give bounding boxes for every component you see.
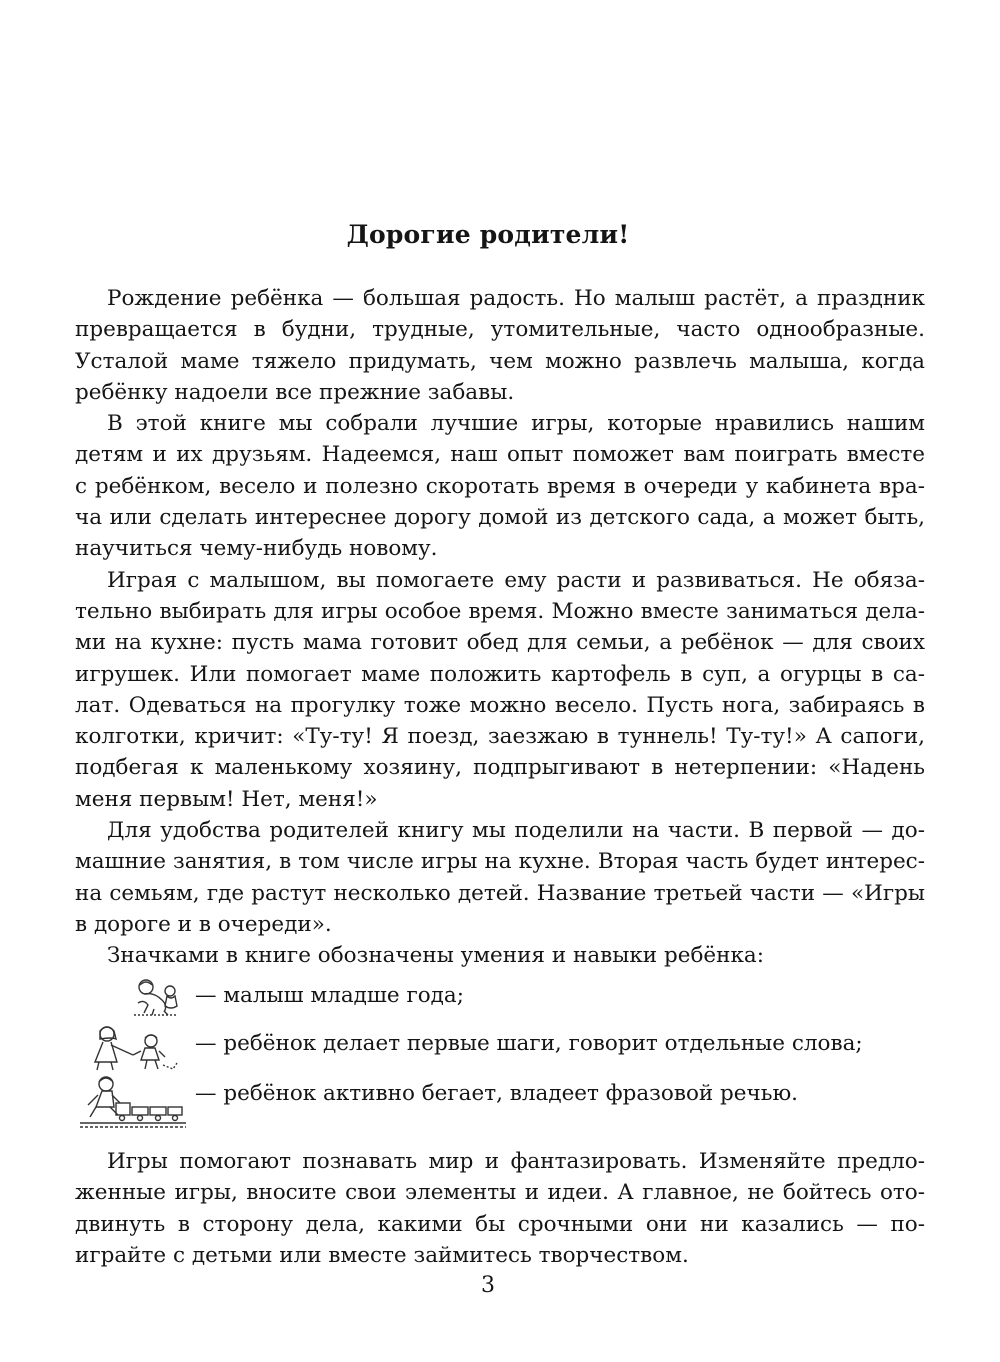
text-line: детям и их друзьям. Надеемся, наш опыт поможет вам поиграть вместе <box>75 442 925 468</box>
page-title: Дорогие родители! <box>346 220 630 249</box>
legend-item <box>75 975 935 1025</box>
text-line: Усталой маме тяжело придумать, чем можно развлечь малыша, когда <box>75 348 925 374</box>
text-line: подбегая к маленькому хозяину, подпрыгивают в нетерпении: «Надень <box>75 755 925 781</box>
text-line: Значками в книге обозначены умения и навыки ребёнка: <box>107 943 764 969</box>
text-line: Игры помогают познавать мир и фантазировать. Изменяйте предло- <box>107 1149 925 1174</box>
text-line: двинуть в сторону дела, какими бы срочными они ни казались — по- <box>75 1211 925 1237</box>
text-line: Рождение ребёнка — большая радость. Но малыш растёт, а праздник <box>107 286 925 311</box>
text-line: лат. Одеваться на прогулку тоже можно весело. Пусть нога, забираясь в <box>75 692 925 718</box>
text-line: В этой книге мы собрали лучшие игры, которые нравились нашим <box>107 411 925 437</box>
text-line: Играя с малышом, вы помогаете ему расти и развиваться. Не обяза- <box>107 567 925 593</box>
text-line: меня первым! Нет, меня!» <box>75 786 378 812</box>
text-line: ми на кухне: пусть мама готовит обед для семьи, а ребёнок — для своих <box>75 630 925 656</box>
text-line: научиться чему-нибудь новому. <box>75 536 438 562</box>
toddler-walking-icon <box>83 1025 183 1071</box>
legend-text: — ребёнок активно бегает, владеет фразовой речью. <box>195 1081 799 1106</box>
legend-item <box>75 1075 935 1125</box>
text-line: ча или сделать интереснее дорогу домой из детского сада, а может быть, <box>75 505 925 531</box>
legend-text: — малыш младше года; <box>195 983 464 1008</box>
text-line: игрушек. Или помогает маме положить картофель в суп, а огурцы в са- <box>75 661 925 687</box>
text-line: машние занятия, в том числе игры на кухне. Вторая часть будет интерес- <box>75 849 925 875</box>
text-line: играйте с детьми или вместе займитесь творчеством. <box>75 1242 689 1268</box>
legend-text: — ребёнок делает первые шаги, говорит отдельные слова; <box>195 1031 863 1056</box>
text-line: колготки, кричит: «Ту-ту! Я поезд, заезжаю в туннель! Ту-ту!» А сапоги, <box>75 724 925 750</box>
closing-text <box>75 1146 925 1271</box>
text-line: в дороге и в очереди». <box>75 911 332 937</box>
intro-text <box>75 283 925 972</box>
baby-crawling-icon <box>130 975 182 1019</box>
legend-item <box>75 1025 935 1075</box>
text-line: превращается в будни, трудные, утомительные, часто однообразные. <box>75 317 925 343</box>
text-line: тельно выбирать для игры особое время. Можно вместе заниматься дела- <box>75 598 925 624</box>
child-playing-train-icon <box>78 1075 188 1129</box>
text-line: на семьям, где растут несколько детей. Название третьей части — «Игры <box>75 880 925 906</box>
text-line: с ребёнком, весело и полезно скоротать время в очереди у кабинета вра- <box>75 473 925 499</box>
text-line: женные игры, вносите свои элементы и идеи. А главное, не бойтесь отo- <box>75 1180 925 1206</box>
page-number: 3 <box>481 1273 495 1298</box>
text-line: Для удобства родителей книгу мы поделили на части. В первой — до- <box>107 818 925 844</box>
text-line: ребёнку надоели все прежние забавы. <box>75 379 515 405</box>
